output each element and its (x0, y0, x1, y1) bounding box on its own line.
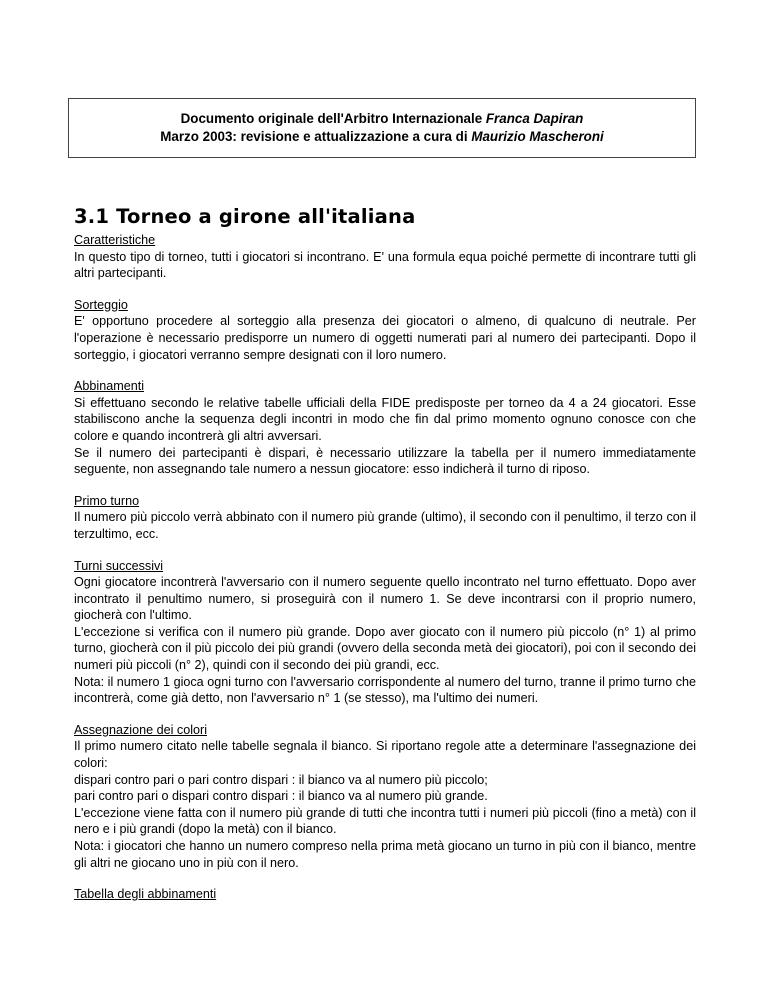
section-sorteggio (74, 297, 696, 363)
section-heading: Abbinamenti (74, 379, 145, 394)
paragraph: Ogni giocatore incontrerà l'avversario con il numero seguente quello incontrato nel turno effettuato. Dopo aver incontrato il penultimo numero, si proseguirà con il numero 1. Se deve incontrarsi con il proprio numero, giocherà con l'ultimo. (74, 575, 696, 623)
section-primo-turno (74, 493, 696, 543)
paragraph: Se il numero dei partecipanti è dispari, è necessario utilizzare la tabella per il numero immediatamente seguente, non assegnando tale numero a nessun giocatore: esso indicherà il turno di riposo. (74, 445, 696, 477)
header-line-1 (181, 110, 584, 128)
section-abbinamenti (74, 378, 696, 478)
section-heading: Assegnazione dei colori (74, 722, 208, 737)
section-caratteristiche (74, 232, 696, 282)
paragraph: Nota: i giocatori che hanno un numero compreso nella prima metà giocano un turno in più con il bianco, mentre gli altri ne giocano uno in più con il nero. (74, 839, 696, 870)
section-heading: Caratteristiche (74, 233, 156, 247)
section-title: 3.1 Torneo a girone all'italiana (74, 205, 416, 228)
paragraph: pari contro pari o dispari contro dispari : il bianco va al numero più grande. (74, 789, 488, 804)
author-name: Franca Dapiran (485, 111, 584, 126)
paragraph: Si effettuano secondo le relative tabelle ufficiali della FIDE predisposte per torneo da 4 a 24 giocatori. Esse stabiliscono anche la sequenza degli incontri in modo che fin dal primo momento ognuno conosce con che colore e quando incontrerà gli altri avversari. (74, 395, 696, 443)
section-heading: Turni successivi (74, 558, 164, 573)
header-line-2 (160, 128, 604, 146)
paragraph: Nota: il numero 1 gioca ogni turno con l'avversario corrispondente al numero del turno, tranne il primo turno che incontrerà, come già detto, non l'avversario n° 1 (se stesso), ma l'ultimo dei numeri. (74, 674, 696, 706)
section-assegnazione-colori (74, 722, 696, 871)
document-header-box (68, 98, 696, 158)
paragraph: Il numero più piccolo verrà abbinato con il numero più grande (ultimo), il secondo con il penultimo, il terzo con il terzultimo, ecc. (74, 510, 696, 541)
section-heading: Primo turno (74, 493, 140, 508)
paragraph: dispari contro pari o pari contro dispari : il bianco va al numero più piccolo; (74, 772, 488, 787)
paragraph: L'eccezione si verifica con il numero più grande. Dopo aver giocato con il numero più piccolo (n° 1) al primo turno, giocherà con il più piccolo dei più grandi (ovvero della seconda metà dei giocatori), poi con il secondo dei numeri più piccoli (n° 2), quindi con il secondo dei più grandi, ecc. (74, 624, 696, 673)
header-line-1-text: Documento originale dell'Arbitro Internazionale (180, 111, 486, 126)
document-body (74, 204, 696, 903)
section-heading-tabella: Tabella degli abbinamenti (74, 887, 217, 902)
paragraph: L'eccezione viene fatta con il numero più grande di tutti che incontra tutti i numeri più piccoli (fino a metà) con il nero e i più grandi (dopo la metà) con il bianco. (74, 805, 696, 837)
header-line-2-text: Marzo 2003: revisione e attualizzazione a cura di (160, 129, 472, 144)
section-heading: Sorteggio (74, 297, 128, 312)
reviser-name: Maurizio Mascheroni (471, 129, 604, 144)
paragraph: E' opportuno procedere al sorteggio alla presenza dei giocatori o almeno, di qualcuno di neutrale. Per l'operazione è necessario predisporre un numero di oggetti numerati pari al numero dei partecipanti. Dopo il sorteggio, i giocatori verranno sempre designati con il loro numero. (74, 314, 696, 362)
paragraph: In questo tipo di torneo, tutti i giocatori si incontrano. E' una formula equa poiché permette di incontrare tutti gli altri partecipanti. (74, 249, 696, 281)
paragraph: Il primo numero citato nelle tabelle segnala il bianco. Si riportano regole atte a determinare l'assegnazione dei colori: (74, 739, 696, 771)
section-turni-successivi (74, 558, 696, 707)
